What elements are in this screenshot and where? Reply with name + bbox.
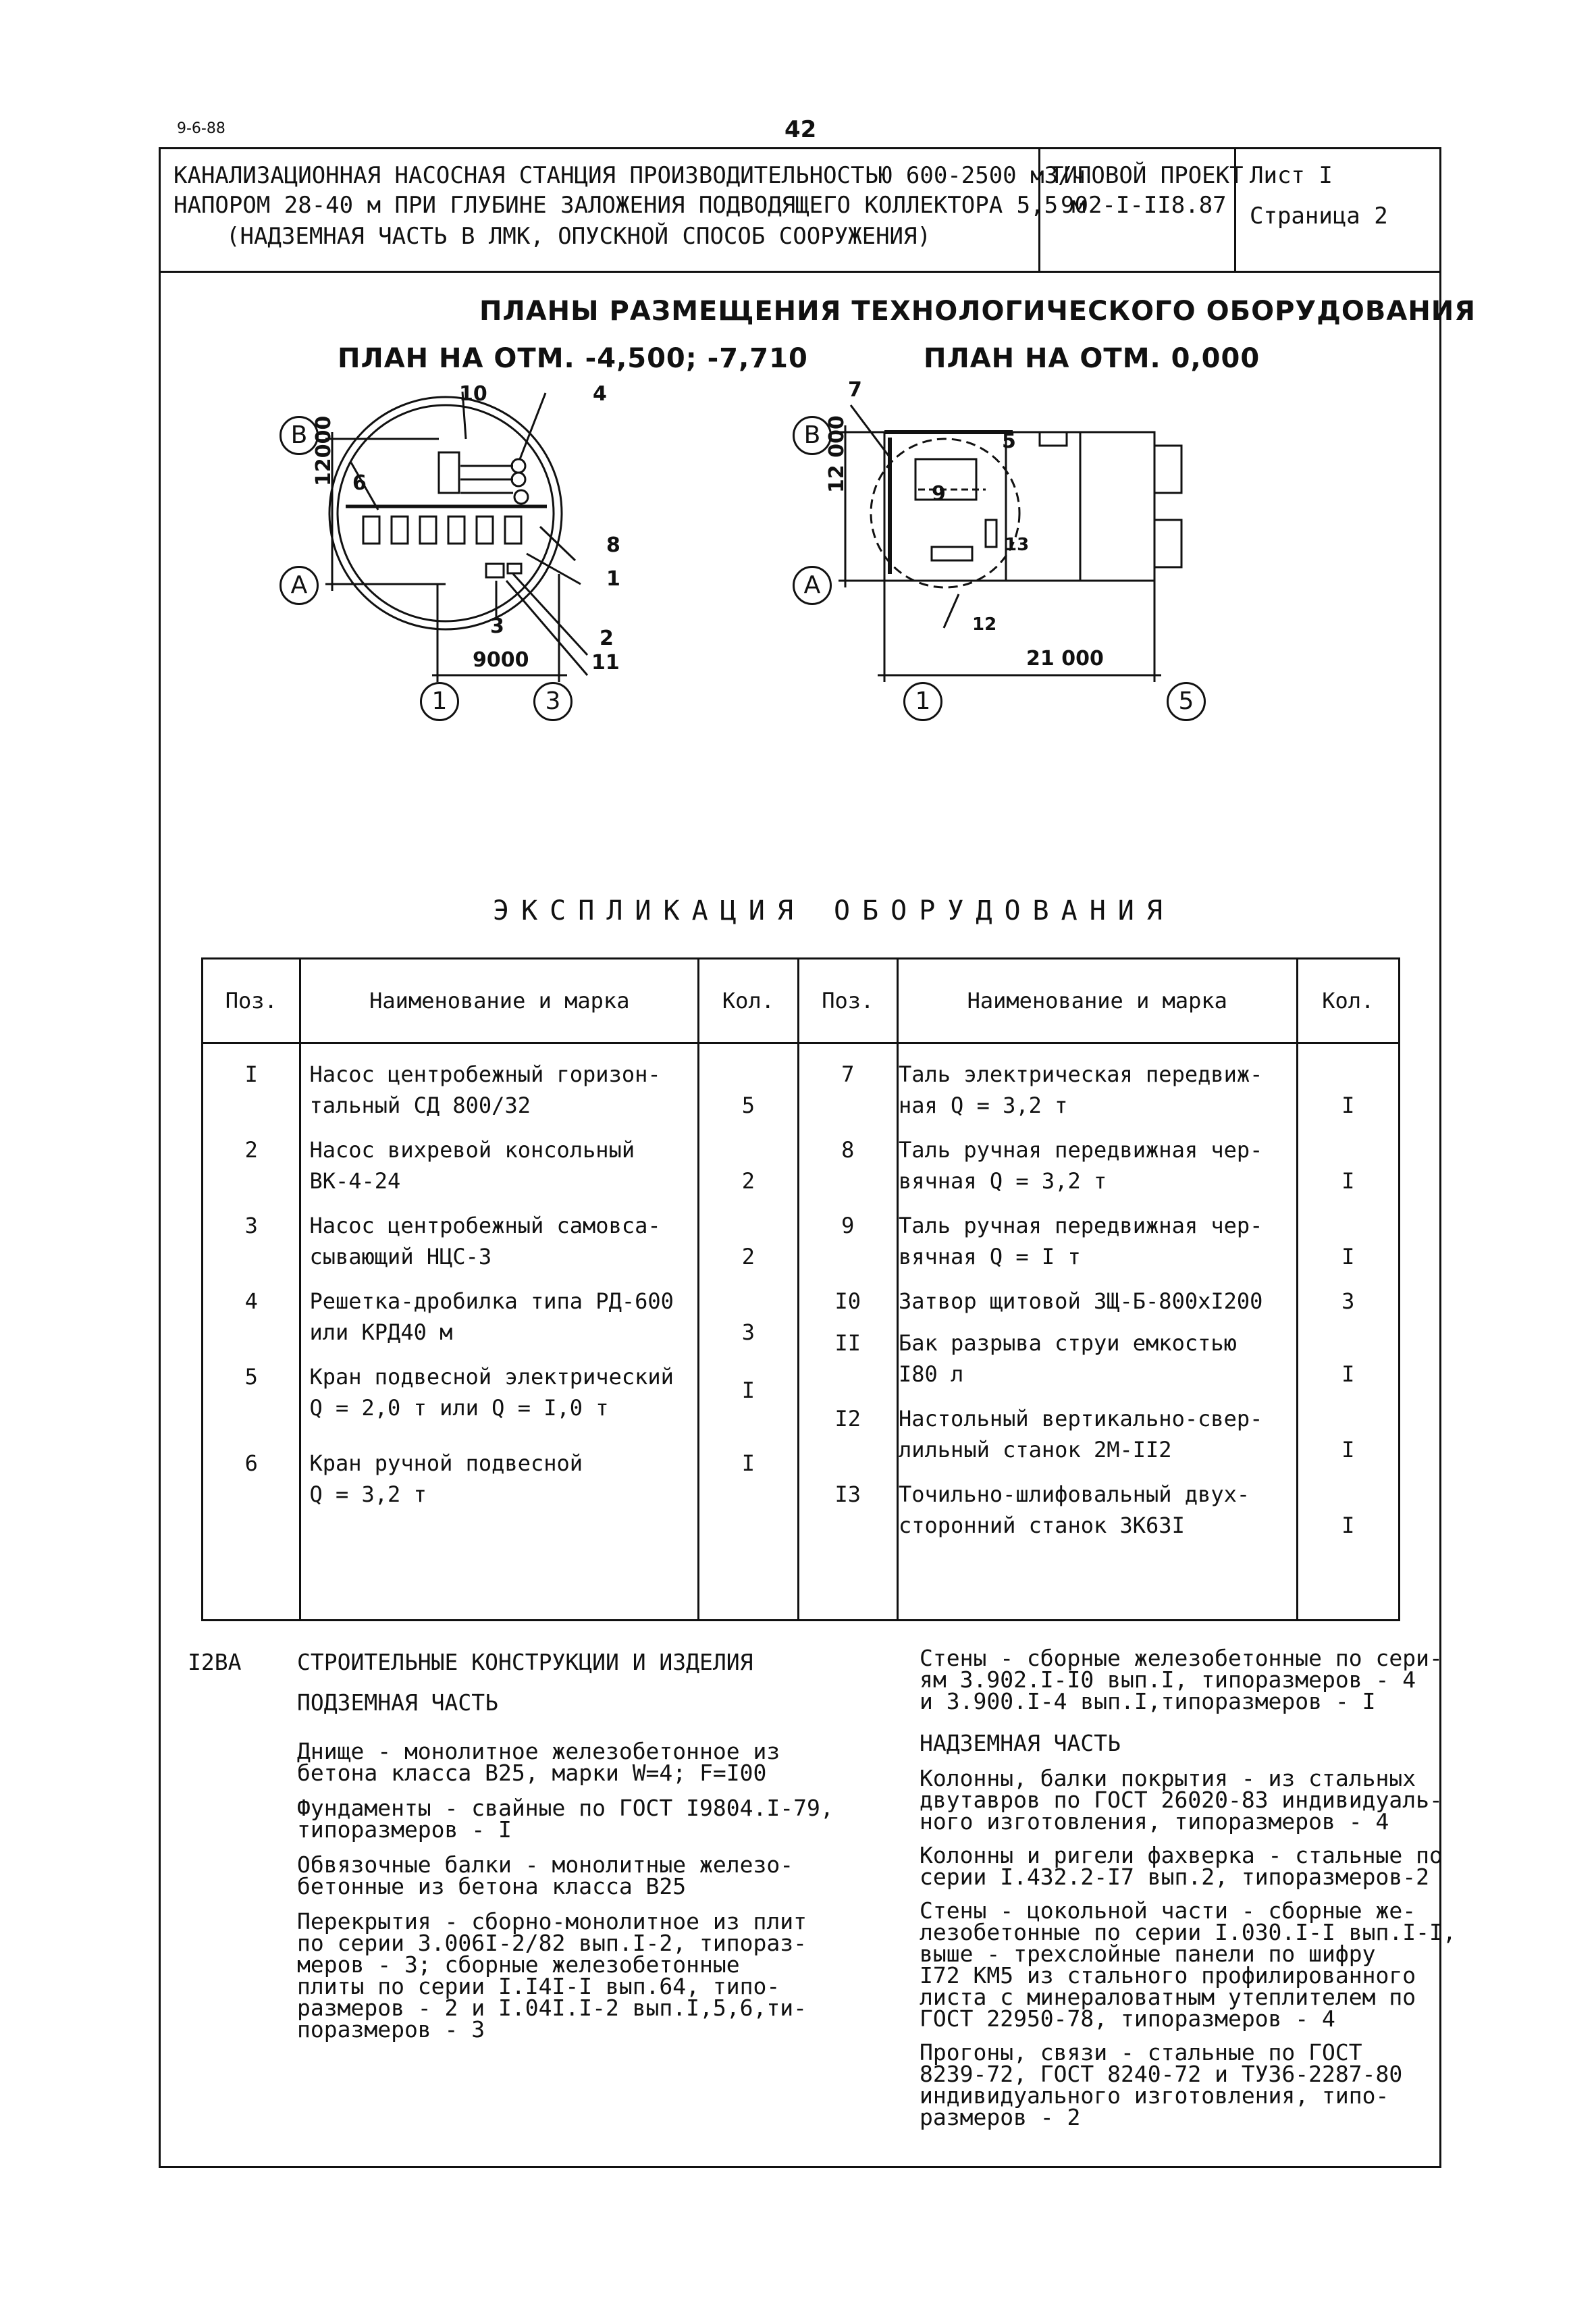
left-pos-1: I xyxy=(244,1061,258,1087)
right-callout-7: 7 xyxy=(848,378,862,402)
col-name-left: Наименование и марка xyxy=(300,959,699,1043)
table-header-row xyxy=(203,959,1400,1043)
right-qty-13: I xyxy=(1341,1513,1355,1538)
col-name-right: Наименование и марка xyxy=(897,959,1297,1043)
left-axis-b: B xyxy=(280,416,319,455)
sheet-cell xyxy=(1236,147,1441,273)
page-number: 42 xyxy=(784,116,817,143)
left-callout-4: 4 xyxy=(593,382,607,406)
explication-table xyxy=(201,957,1400,1621)
left-qty-6: I xyxy=(741,1450,755,1476)
note-tie-beams: Обвязочные балки - монолитные железо- бетонные из бетона класса В25 xyxy=(297,1851,794,1899)
notes-heading: СТРОИТЕЛЬНЫЕ КОНСТРУКЦИИ И ИЗДЕЛИЯ xyxy=(297,1649,753,1675)
right-pos-12: I2 xyxy=(834,1406,861,1431)
left-pos-column xyxy=(203,1043,300,1621)
left-name-2: Насос вихревой консольный ВК-4-24 xyxy=(309,1137,635,1194)
aboveground-notes xyxy=(920,1765,1456,2130)
note-columns-beams: Колонны, балки покрытия - из стальных двутавров по ГОСТ 26020-83 индивидуаль- ного изготовления, типоразмеров - 4 xyxy=(920,1765,1443,1835)
right-pos-column xyxy=(798,1043,897,1621)
col-pos-right: Поз. xyxy=(798,959,897,1043)
left-qty-2: 2 xyxy=(741,1168,755,1194)
right-name-13: Точильно-шлифовальный двух- сторонний станок ЗК63I xyxy=(898,1481,1250,1538)
right-name-9: Таль ручная передвижная чер- вячная Q = I т xyxy=(898,1213,1263,1269)
project-cell xyxy=(1040,147,1244,273)
aboveground-heading: НАДЗЕМНАЯ ЧАСТЬ xyxy=(920,1730,1121,1756)
left-pos-5: 5 xyxy=(244,1364,258,1390)
col-pos-left: Поз. xyxy=(203,959,300,1043)
right-dim-vertical: 12 000 xyxy=(825,415,849,493)
note-bottom-slab: Днище - монолитное железобетонное из бетона класса В25, марки W=4; F=I00 xyxy=(297,1738,780,1786)
left-name-3: Насос центробежный самовса- сывающий НЦС-3 xyxy=(309,1213,661,1269)
right-qty-12: I xyxy=(1341,1437,1355,1463)
title-line-2: НАПОРОМ 28-40 м ПРИ ГЛУБИНЕ ЗАЛОЖЕНИЯ ПОДВОДЯЩЕГО КОЛЛЕКТОРА 5,5 м xyxy=(174,192,1086,219)
right-axis-b: B xyxy=(793,416,832,455)
right-name-12: Настольный вертикально-свер- лильный станок 2М-II2 xyxy=(898,1406,1263,1463)
sheet-number: Лист I xyxy=(1250,162,1333,189)
right-callout-9: 9 xyxy=(932,482,946,506)
right-qty-column xyxy=(1297,1043,1399,1621)
right-pos-13: I3 xyxy=(834,1481,861,1507)
right-qty-10: 3 xyxy=(1341,1288,1355,1314)
right-qty-9: I xyxy=(1341,1244,1355,1269)
left-pos-3: 3 xyxy=(244,1213,258,1238)
right-axis-1: 1 xyxy=(903,682,942,721)
left-callout-11: 11 xyxy=(591,651,620,675)
right-pos-11: II xyxy=(834,1330,861,1356)
left-dim-horizontal: 9000 xyxy=(473,648,529,672)
right-name-10: Затвор щитовой ЗЩ-Б-800хI200 xyxy=(898,1288,1263,1314)
explication-heading: ЭКСПЛИКАЦИЯ ОБОРУДОВАНИЯ xyxy=(493,895,1175,926)
left-pos-4: 4 xyxy=(244,1288,258,1314)
title-block xyxy=(159,147,1441,273)
left-name-1: Насос центробежный горизон- тальный СД 800/32 xyxy=(309,1061,661,1118)
col-qty-right: Кол. xyxy=(1297,959,1399,1043)
right-axis-a: A xyxy=(793,566,832,605)
left-qty-1: 5 xyxy=(741,1093,755,1118)
left-name-6: Кран ручной подвесной Q = 3,2 т xyxy=(309,1450,583,1507)
left-name-4: Решетка-дробилка типа РД-600 или КРД40 м xyxy=(309,1288,674,1345)
walls-note: Стены - сборные железобетонные по сери- ям 3.902.I-I0 вып.I, типоразмеров - 4 и 3.900.I-4 вып.I,типоразмеров - I xyxy=(920,1645,1443,1714)
left-axis-1: 1 xyxy=(420,682,459,721)
right-pos-7: 7 xyxy=(841,1061,855,1087)
left-callout-2: 2 xyxy=(600,627,614,650)
left-pos-2: 2 xyxy=(244,1137,258,1163)
right-callout-5: 5 xyxy=(1002,429,1016,453)
right-qty-11: I xyxy=(1341,1361,1355,1387)
col-qty-left: Кол. xyxy=(699,959,798,1043)
left-qty-column xyxy=(699,1043,798,1621)
left-qty-3: 2 xyxy=(741,1244,755,1269)
note-walls-plinth: Стены - цокольной части - сборные же- лезобетонные по серии I.030.I-I вып.I-I, выше - трехслойные панели по шифру I72 КМ5 из стального профилированного листа с минераловатным утеплителем по ГОСТ 22950-78, типоразмеров - 4 xyxy=(920,1897,1456,2032)
left-qty-4: 3 xyxy=(741,1319,755,1345)
right-pos-9: 9 xyxy=(841,1213,855,1238)
notes-code: I2ВА xyxy=(188,1649,242,1675)
underground-notes xyxy=(297,1738,834,2043)
note-foundations: Фундаменты - свайные по ГОСТ I9804.I-79, типоразмеров - I xyxy=(297,1795,834,1843)
left-callout-8: 8 xyxy=(606,533,620,557)
right-pos-8: 8 xyxy=(841,1137,855,1163)
right-axis-5: 5 xyxy=(1167,682,1206,721)
underground-heading: ПОДЗЕМНАЯ ЧАСТЬ xyxy=(297,1689,499,1716)
left-name-5: Кран подвесной электрический Q = 2,0 т или Q = I,0 т xyxy=(309,1364,674,1421)
right-qty-7: I xyxy=(1341,1093,1355,1118)
title-line-3: (НАДЗЕМНАЯ ЧАСТЬ В ЛМК, ОПУСКНОЙ СПОСОБ СООРУЖЕНИЯ) xyxy=(226,223,931,250)
left-callout-3: 3 xyxy=(490,614,504,638)
right-callout-12: 12 xyxy=(972,614,997,635)
left-dim-vertical: 12000 xyxy=(312,415,336,486)
right-dim-horizontal: 21 000 xyxy=(1026,647,1104,670)
right-callout-13: 13 xyxy=(1005,535,1030,555)
left-plan-title: ПЛАН НА ОТМ. -4,500; -7,710 xyxy=(338,343,808,374)
project-number: 902-I-II8.87 xyxy=(1061,192,1227,219)
left-callout-6: 6 xyxy=(352,471,367,495)
note-framing: Колонны и ригели фахверка - стальные по серии I.432.2-I7 вып.2, типоразмеров-2 xyxy=(920,1842,1443,1890)
right-name-column xyxy=(897,1043,1297,1621)
left-axis-3: 3 xyxy=(533,682,573,721)
note-floors: Перекрытия - сборно-монолитное из плит по серии 3.006I-2/82 вып.I-2, типораз- меров - 3; сборные железобетонные плиты по серии I.I4I-I вып.64, типо- размеров - 2 и I.04I.I-2 вып.I,5,6,ти- поразмеров - 3 xyxy=(297,1908,807,2043)
right-pos-10: I0 xyxy=(834,1288,861,1314)
right-name-8: Таль ручная передвижная чер- вячная Q = 3,2 т xyxy=(898,1137,1263,1194)
document-code: 9-6-88 xyxy=(177,120,225,137)
right-qty-8: I xyxy=(1341,1168,1355,1194)
left-callout-10: 10 xyxy=(459,382,487,406)
right-name-11: Бак разрыва струи емкостью I80 л xyxy=(898,1330,1237,1387)
note-purlins: Прогоны, связи - стальные по ГОСТ 8239-72, ГОСТ 8240-72 и ТУ36-2287-80 индивидуального изготовления, типо- размеров - 2 xyxy=(920,2039,1403,2130)
left-name-column xyxy=(300,1043,699,1621)
project-label: ТИПОВОЙ ПРОЕКТ xyxy=(1050,162,1244,189)
plans-heading: ПЛАНЫ РАЗМЕЩЕНИЯ ТЕХНОЛОГИЧЕСКОГО ОБОРУДОВАНИЯ xyxy=(479,296,1477,327)
left-callout-1: 1 xyxy=(606,567,620,591)
left-pos-6: 6 xyxy=(244,1450,258,1476)
left-qty-5: I xyxy=(741,1377,755,1403)
title-line-1: КАНАЛИЗАЦИОННАЯ НАСОСНАЯ СТАНЦИЯ ПРОИЗВОДИТЕЛЬНОСТЬЮ 600-2500 м3/ч xyxy=(174,162,1086,189)
right-name-7: Таль электрическая передвиж- ная Q = 3,2 т xyxy=(898,1061,1263,1118)
right-plan-title: ПЛАН НА ОТМ. 0,000 xyxy=(924,343,1260,374)
page-label: Страница 2 xyxy=(1250,203,1388,230)
left-axis-a: A xyxy=(280,566,319,605)
title-cell xyxy=(159,147,1086,273)
table-row xyxy=(203,1043,1400,1621)
